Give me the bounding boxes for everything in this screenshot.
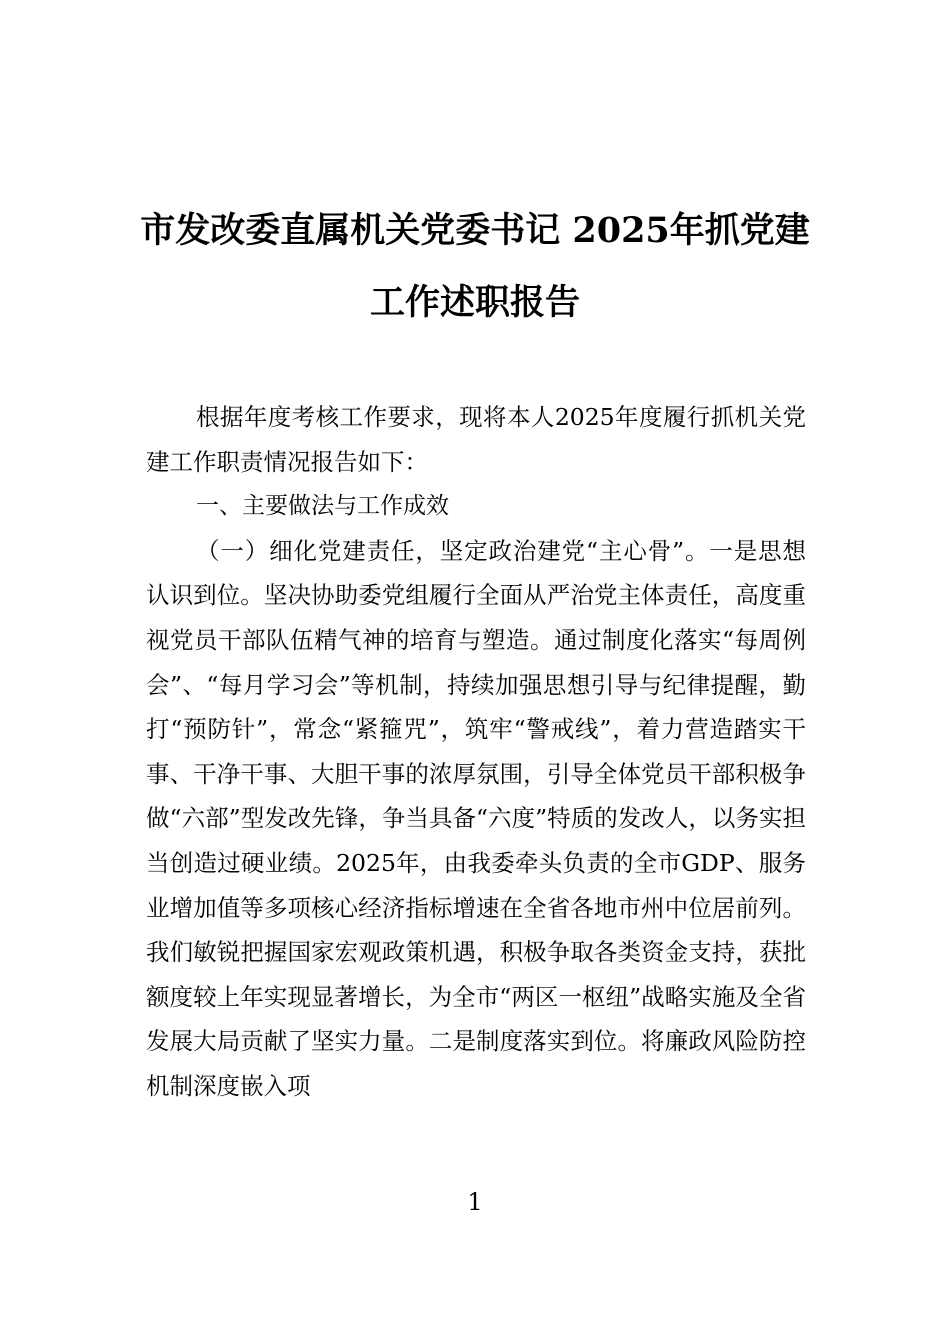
title-line-1: 市发改委直属机关党委书记 2025年抓党建	[140, 210, 810, 251]
body-paragraph: （一）细化党建责任，坚定政治建党“主心骨”。一是思想认识到位。坚决协助委党组履行全面从严治党主体责任，高度重视党员干部队伍精气神的培育与塑造。通过制度化落实“每周例会”、“每月学习会”等机制，持续加强思想引导与纪律提醒，勤打“预防针”，常念“紧箍咒”，筑牢“警戒线”，着力营造踏实干事、干净干事、大胆干事的浓厚氛围，引导全体党员干部积极争做“六部”型发改先锋，争当具备“六度”特质的发改人，以务实担当创造过硬业绩。2025年，由我委牵头负责的全市GDP、服务业增加值等多项核心经济指标增速在全省各地市州中位居前列。我们敏锐把握国家宏观政策机遇，积极争取各类资金支持，获批额度较上年实现显著增长，为全市“两区一枢纽”战略实施及全省发展大局贡献了坚实力量。二是制度落实到位。将廉政风险防控机制深度嵌入项	[146, 536, 806, 1100]
document-title	[120, 195, 830, 339]
intro-paragraph: 根据年度考核工作要求，现将本人2025年度履行抓机关党建工作职责情况报告如下：	[146, 403, 806, 476]
section-heading: 一、主要做法与工作成效	[196, 493, 449, 520]
title-line-2: 工作述职报告	[369, 282, 580, 323]
document-body	[146, 395, 806, 1109]
page-number: 1	[467, 1188, 483, 1216]
